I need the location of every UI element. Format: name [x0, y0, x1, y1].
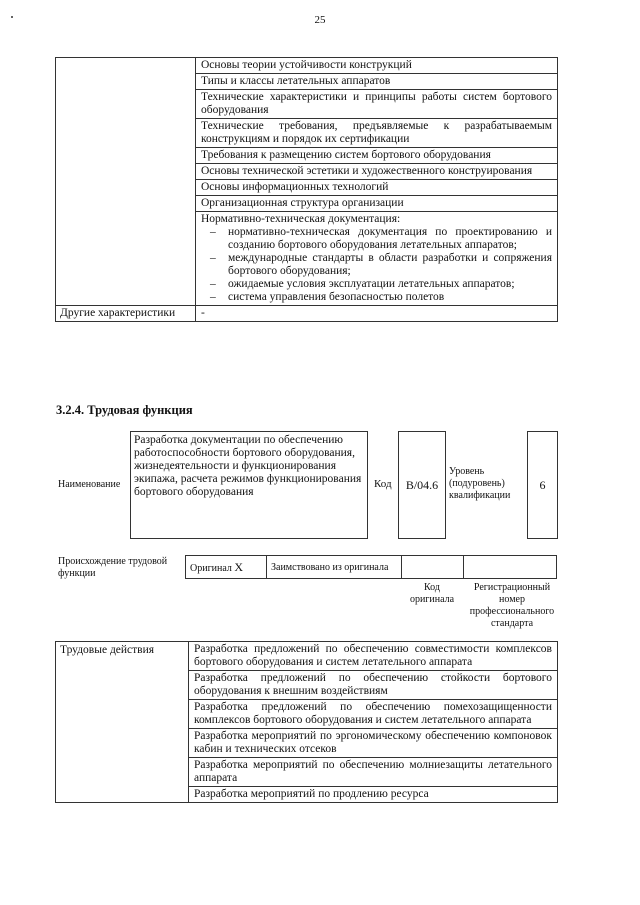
labor-actions-label: Трудовые действия — [56, 642, 189, 803]
origin-original-mark: X — [234, 559, 244, 574]
knowledge-label-cell — [56, 58, 196, 306]
page-number: 25 — [314, 14, 326, 26]
table-row — [186, 556, 557, 579]
table-row — [56, 642, 558, 671]
origin-borrowed-cell: Заимствовано из оригинала — [267, 556, 402, 579]
function-name-box: Разработка документации по обеспечению работоспособности бортового оборудования, жизнедеятельности и функционирования экипажа, расчета режимов функционирования бортового оборудования — [130, 431, 368, 539]
origin-code-caption: Код оригинала — [409, 582, 455, 605]
list-item: – нормативно-техническая документация по проектированию и созданию бортового оборудования летательных аппаратов; — [201, 226, 552, 252]
origin-reg-number-cell — [464, 556, 557, 579]
labor-action-item: Разработка мероприятий по эргономическому обеспечению компоновок кабин и технических отсеков — [189, 729, 558, 758]
knowledge-item: Требования к размещению систем бортового оборудования — [196, 148, 558, 164]
function-code-box: B/04.6 — [398, 431, 446, 539]
normative-docs-list — [201, 226, 552, 304]
labor-action-item: Разработка мероприятий по продлению ресурса — [189, 787, 558, 803]
qualification-level-label: Уровень (подуровень) квалификации — [449, 466, 511, 501]
function-code-label: Код — [374, 478, 392, 490]
knowledge-item: Организационная структура организации — [196, 196, 558, 212]
normative-docs-title: Нормативно-техническая документация: — [201, 213, 401, 225]
origin-label: Происхождение трудовой функции — [58, 556, 168, 579]
normative-docs-cell — [196, 212, 558, 306]
other-characteristics-label: Другие характеристики — [56, 306, 196, 322]
table-row — [56, 58, 558, 74]
list-item: – ожидаемые условия эксплуатации летательных аппаратов; — [201, 278, 552, 291]
origin-table — [185, 555, 557, 579]
other-characteristics-value: - — [196, 306, 558, 322]
knowledge-item: Типы и классы летательных аппаратов — [196, 74, 558, 90]
origin-code-cell — [402, 556, 464, 579]
knowledge-item: Технические характеристики и принципы работы систем бортового оборудования — [196, 90, 558, 119]
knowledge-item: Основы технической эстетики и художественного конструирования — [196, 164, 558, 180]
list-item: – система управления безопасностью полетов — [201, 291, 552, 304]
origin-original-label: Оригинал — [190, 562, 232, 574]
knowledge-item: Технические требования, предъявляемые к разрабатываемым конструкциям и порядок их сертификации — [196, 119, 558, 148]
labor-action-item: Разработка предложений по обеспечению помехозащищенности комплексов бортового оборудования и систем летательного аппарата — [189, 700, 558, 729]
origin-original-cell — [186, 556, 267, 579]
knowledge-table — [55, 57, 558, 322]
labor-action-item: Разработка мероприятий по обеспечению молниезащиты летательного аппарата — [189, 758, 558, 787]
knowledge-item: Основы информационных технологий — [196, 180, 558, 196]
table-row — [56, 306, 558, 322]
labor-actions-table — [55, 641, 558, 803]
function-name-label: Наименование — [58, 479, 121, 490]
qualification-level-box: 6 — [527, 431, 558, 539]
list-item: – международные стандарты в области разработки и сопряжения бортового оборудования; — [201, 252, 552, 278]
section-title: 3.2.4. Трудовая функция — [56, 403, 193, 417]
knowledge-item: Основы теории устойчивости конструкций — [196, 58, 558, 74]
labor-action-item: Разработка предложений по обеспечению стойкости бортового оборудования к внешним воздействиям — [189, 671, 558, 700]
origin-reg-caption: Регистрационный номер профессионального стандарта — [469, 582, 555, 629]
labor-action-item: Разработка предложений по обеспечению совместимости комплексов бортового оборудования и систем летательного аппарата — [189, 642, 558, 671]
